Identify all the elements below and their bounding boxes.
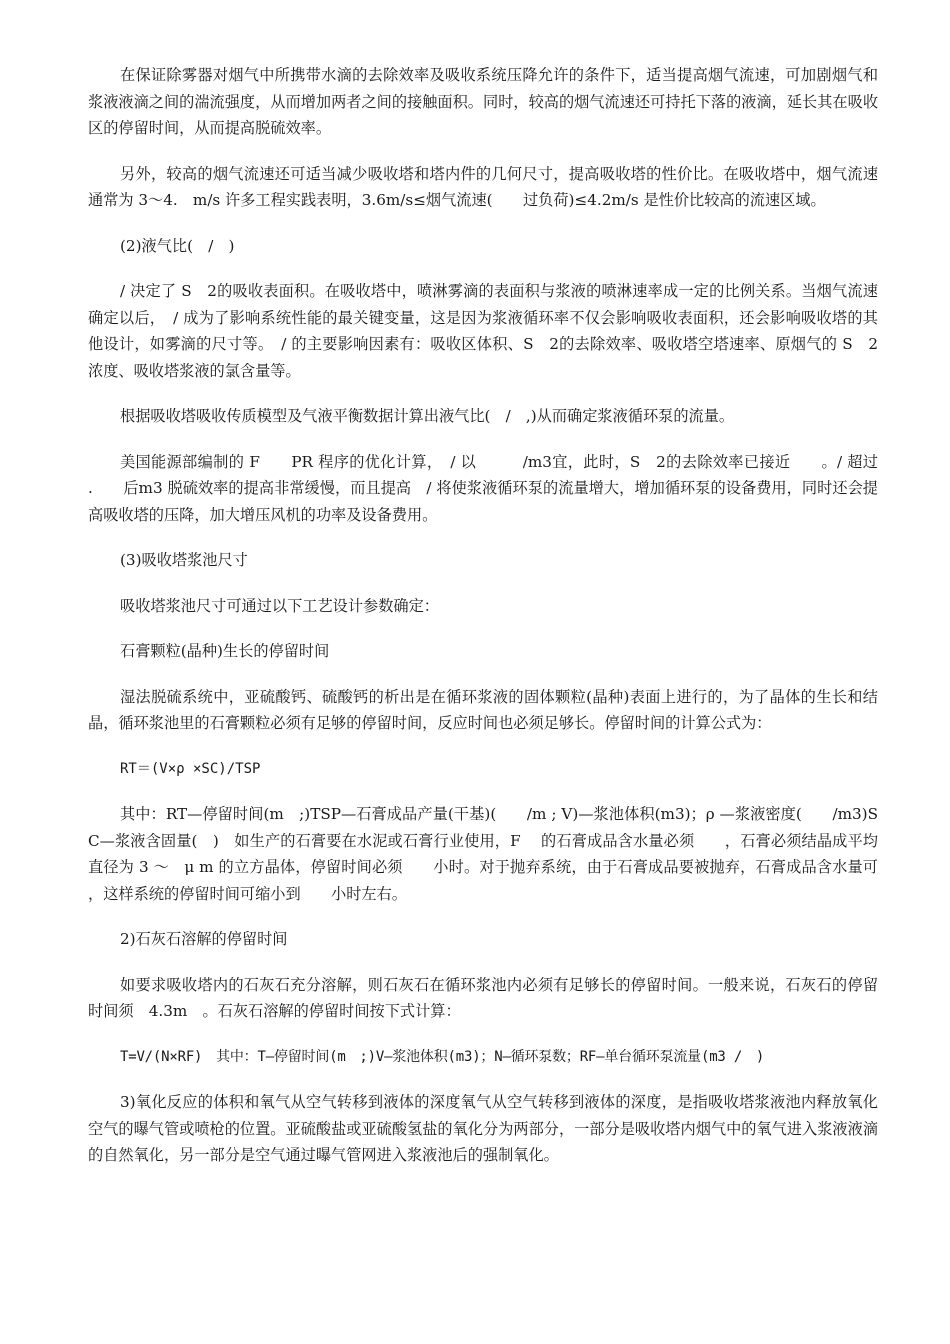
heading-gypsum-residence-time: 石膏颗粒(晶种)生长的停留时间 xyxy=(120,642,330,660)
paragraph-pool-size-params: 吸收塔浆池尺寸可通过以下工艺设计参数确定： xyxy=(120,596,439,615)
paragraph-gypsum-crystallization: 湿法脱硫系统中，亚硫酸钙、硫酸钙的析出是在循环浆液的固体颗粒(晶种)表面上进行的，为了晶体的生长和结晶，循环浆池里的石膏颗粒必须有足够的停留时间，反应时间也必须足够长。停留时间的计算公式为： xyxy=(88,687,878,732)
heading-slurry-pool-size: (3)吸收塔浆池尺寸 xyxy=(120,551,248,569)
paragraph-lg-absorption-surface: / 决定了 S 2的吸收表面积。在吸收塔中，喷淋雾滴的表面积与浆液的喷淋速率成一定的比例关系。当烟气流速确定以后， / 成为了影响系统性能的最关键变量，这是因为浆液循环率不仅会影响吸收表面积，还会影响吸收塔的其他设计，如雾滴的尺寸等。 / 的主要影响因素有：吸收区体积、S 2的去除效率、吸收塔空塔速率、原烟气的 S 2浓度、吸收塔浆液的氯含量等。 xyxy=(88,282,878,380)
formula-residence-time: RT＝(V×ρ ×SC)/TSP xyxy=(120,760,261,777)
heading-liquid-gas-ratio: (2)液气比( / ) xyxy=(120,236,235,255)
formula-limestone-time: T=V/(N×RF) 其中：T—停留时间(m ;)V—浆池体积(m3)；N—循环泵数；RF—单台循环泵流量(m3 / ) xyxy=(120,1048,765,1065)
paragraph-formula-terms: 其中：RT—停留时间(m ;)TSP—石膏成品产量(干基)( /m ; V)—浆池体积(m3)；ρ —浆液密度( /m3)SC—浆液含固量( ) 如生产的石膏要在水泥或石膏行业使用，F 的石膏成品含水量必须 ，石膏必须结晶成平均直径为 3 ～ μ m 的立方晶体，停留时间必须 小时。对于抛弃系统，由于石膏成品要被抛弃，石膏成品含水量可 ，这样系统的停留时间可缩小到 小时左右。 xyxy=(88,805,909,903)
paragraph-velocity-range: 另外，较高的烟气流速还可适当减少吸收塔和塔内件的几何尺寸，提高吸收塔的性价比。在吸收塔中，烟气流速通常为 3～4. m/s 许多工程实践表明，3.6m/s≤烟气流速( 过负荷)≤4.2m/s 是性价比较高的流速区域。 xyxy=(88,164,878,209)
paragraph-limestone-dissolution: 如要求吸收塔内的石灰石充分溶解，则石灰石在循环浆池内必须有足够长的停留时间。一般来说，石灰石的停留时间须 4.3m 。石灰石溶解的停留时间按下式计算： xyxy=(88,975,878,1020)
paragraph-flue-gas-velocity: 在保证除雾器对烟气中所携带水滴的去除效率及吸收系统压降允许的条件下，适当提高烟气流速，可加剧烟气和浆液液滴之间的湍流强度，从而增加两者之间的接触面积。同时，较高的烟气流速还可持托下落的液滴，延长其在吸收区的停留时间，从而提高脱硫效率。 xyxy=(88,66,878,137)
paragraph-doe-optimization: 美国能源部编制的 F PR 程序的优化计算， / 以 /m3宜，此时，S 2的去除效率已接近 。/ 超过 . 后m3 脱硫效率的提高非常缓慢，而且提高 / 将使浆液循环泵的流量增大，增加循环泵的设备费用，同时还会提高吸收塔的压降，加大增压风机的功率及设备费用。 xyxy=(88,452,909,524)
paragraph-oxidation-depth: 3)氧化反应的体积和氧气从空气转移到液体的深度氧气从空气转移到液体的深度，是指吸收塔浆液池内释放氧化空气的曝气管或喷枪的位置。亚硫酸盐或亚硫酸氢盐的氧化分为两部分，一部分是吸收塔内烟气中的氧气进入浆液液滴的自然氧化，另一部分是空气通过曝气管网进入浆液池后的强制氧化。 xyxy=(88,1093,878,1164)
paragraph-lg-calculation: 根据吸收塔吸收传质模型及气液平衡数据计算出液气比( / ,)从而确定浆液循环泵的流量。 xyxy=(120,407,735,425)
heading-limestone-dissolution: 2)石灰石溶解的停留时间 xyxy=(120,930,288,948)
